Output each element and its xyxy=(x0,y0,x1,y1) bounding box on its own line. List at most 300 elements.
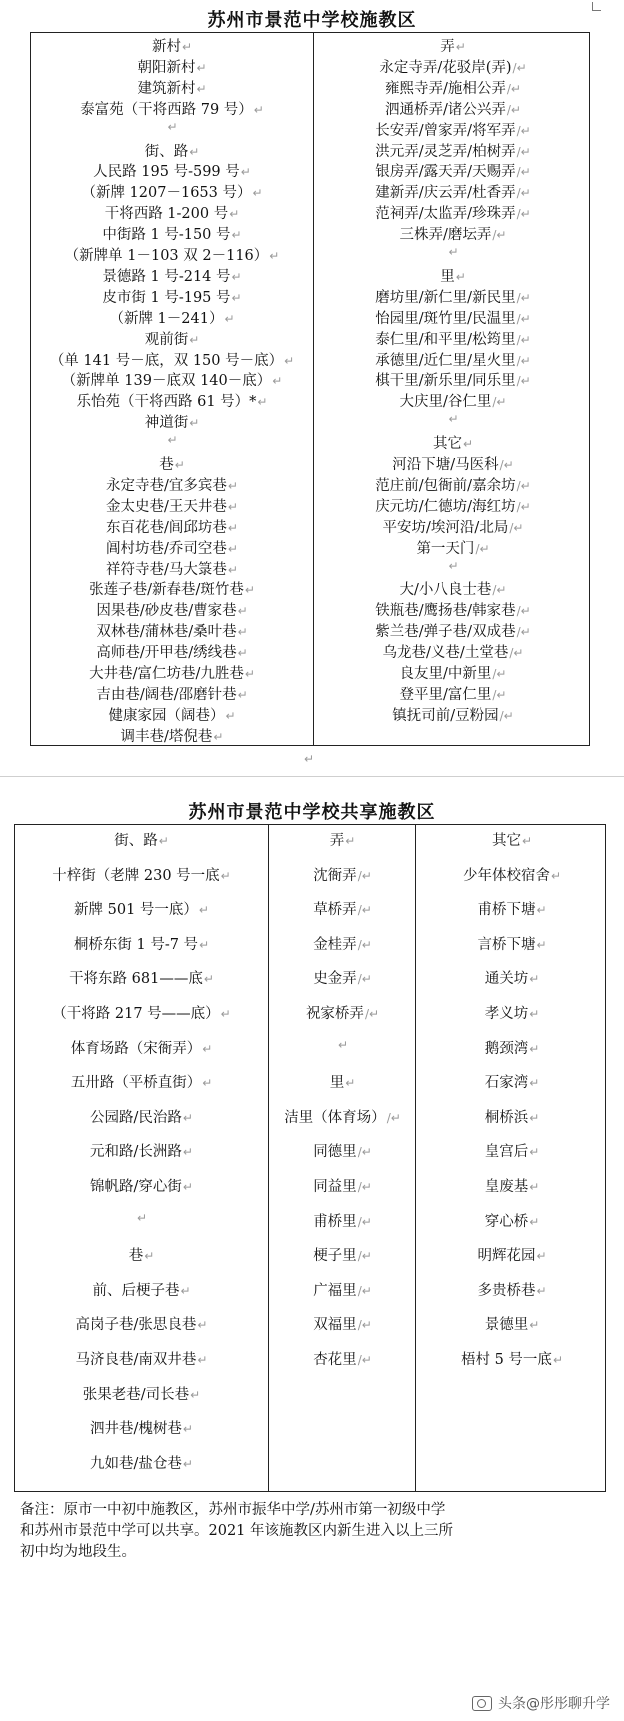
return-mark: ↵ xyxy=(244,667,255,681)
section-heading xyxy=(31,140,313,161)
item-text: 公园路/民治路 xyxy=(90,1109,182,1126)
return-mark: ↵ xyxy=(529,1007,540,1021)
return-mark: ↵ xyxy=(529,1214,540,1229)
item-text: 因果巷/砂皮巷/曹家巷 xyxy=(96,603,237,620)
item-text: 甫桥下塘 xyxy=(477,902,536,919)
return-mark: ↵ xyxy=(345,1076,356,1091)
return-mark: ↵ xyxy=(202,1041,213,1056)
list-item xyxy=(417,1210,607,1231)
return-mark: /↵ xyxy=(516,478,531,493)
list-item xyxy=(15,1002,268,1023)
item-text: 金太史巷/王天井巷 xyxy=(106,498,227,515)
return-mark: ↵ xyxy=(536,1249,547,1264)
item-text: 元和路/长洲路 xyxy=(90,1144,182,1161)
list-item xyxy=(417,1279,607,1300)
item-text: 新牌 501 号一底） xyxy=(74,902,198,919)
section-heading xyxy=(417,829,607,850)
item-text: 景德路 1 号-214 号 xyxy=(102,268,231,285)
list-item xyxy=(31,77,313,98)
return-mark: ↵ xyxy=(199,937,210,952)
note-line-3: 初中均为地段生。 xyxy=(20,1544,136,1560)
item-text: 大井巷/富仁坊巷/九胜巷 xyxy=(89,666,244,682)
item-text: 体育场路（宋衙弄） xyxy=(70,1040,202,1057)
list-item xyxy=(31,578,313,599)
list-item xyxy=(31,704,313,725)
item-text: 张莲子巷/新春巷/斑竹巷 xyxy=(89,582,244,599)
list-item xyxy=(15,1452,268,1473)
item-text: 泰仁里/和平里/松筠里 xyxy=(375,331,516,348)
item-text: 祝家桥弄 xyxy=(305,1006,364,1022)
return-mark: ↵ xyxy=(448,245,459,259)
list-item xyxy=(270,967,415,988)
list-item xyxy=(315,140,591,161)
list-item xyxy=(315,495,591,516)
list-item xyxy=(15,1175,268,1196)
list-item xyxy=(270,1175,415,1196)
item-text: 五卅路（平桥直街） xyxy=(70,1075,202,1092)
return-mark: /↵ xyxy=(492,687,507,702)
item-text: 干将西路 1-200 号 xyxy=(104,206,229,223)
return-mark: /↵ xyxy=(516,207,531,222)
list-item xyxy=(417,1140,607,1161)
return-mark: ↵ xyxy=(529,1180,540,1194)
item-text: 紫兰巷/弹子巷/双成巷 xyxy=(375,624,516,641)
section-heading xyxy=(15,1244,268,1265)
list-item xyxy=(270,898,415,919)
list-item xyxy=(31,56,313,77)
column-divider-2 xyxy=(415,825,416,1491)
item-text: 史金弄 xyxy=(313,971,357,988)
list-item xyxy=(315,537,591,558)
list-item xyxy=(15,1383,268,1404)
return-mark: ↵ xyxy=(197,1353,208,1367)
list-item xyxy=(270,1348,415,1369)
return-mark: ↵ xyxy=(455,40,466,54)
item-text: 观前街 xyxy=(144,331,189,348)
blank-line xyxy=(15,1210,268,1226)
return-mark: ↵ xyxy=(237,687,248,702)
return-mark: ↵ xyxy=(237,604,248,619)
note-line-1: 备注：原市一中初中施教区，苏州市振华中学/苏州市第一初级中学 xyxy=(20,1502,446,1518)
return-mark: /↵ xyxy=(357,1180,372,1194)
item-text: 建筑新村 xyxy=(137,80,196,97)
return-mark: ↵ xyxy=(257,395,268,410)
return-mark: /↵ xyxy=(499,458,514,472)
item-text: 干将东路 681——底 xyxy=(69,971,203,988)
return-mark: ↵ xyxy=(529,1041,540,1056)
return-mark: /↵ xyxy=(492,395,507,410)
return-mark: ↵ xyxy=(227,520,238,535)
return-mark: ↵ xyxy=(536,903,547,918)
table1-title: 苏州市景范中学校施教区 xyxy=(207,10,417,31)
item-text: 里 xyxy=(440,268,455,285)
list-item xyxy=(315,307,591,328)
return-mark: ↵ xyxy=(448,558,459,573)
return-mark: ↵ xyxy=(213,729,224,744)
list-item xyxy=(15,933,268,954)
return-mark: /↵ xyxy=(364,1007,380,1021)
list-item xyxy=(31,725,313,746)
return-mark: ↵ xyxy=(167,433,178,448)
list-item xyxy=(31,558,313,579)
return-mark: ↵ xyxy=(462,437,474,452)
list-item xyxy=(417,1106,607,1127)
return-mark: ↵ xyxy=(269,249,280,263)
list-item xyxy=(315,56,591,77)
return-mark: /↵ xyxy=(386,1110,401,1125)
item-text: 街、路 xyxy=(114,833,158,849)
list-item xyxy=(315,578,591,599)
return-mark: /↵ xyxy=(492,583,507,598)
return-mark: ↵ xyxy=(529,1318,540,1333)
item-text: （新牌 1207－1653 号） xyxy=(81,185,252,202)
item-text: 范祠弄/太监弄/珍珠弄 xyxy=(375,206,516,223)
list-item xyxy=(31,160,313,181)
list-item xyxy=(15,1313,268,1334)
list-item xyxy=(315,160,591,181)
return-mark: ↵ xyxy=(197,1318,208,1333)
return-mark: ↵ xyxy=(182,1110,193,1125)
blank-line xyxy=(31,432,313,448)
return-mark: /↵ xyxy=(357,1145,372,1160)
list-item xyxy=(31,244,313,265)
item-text: 吉由巷/阔巷/邵磨针巷 xyxy=(96,686,237,703)
return-mark: /↵ xyxy=(357,1214,372,1229)
item-text: 锦帆路/穿心街 xyxy=(90,1179,182,1195)
return-mark: ↵ xyxy=(237,625,248,640)
item-text: 银房弄/露天弄/天赐弄 xyxy=(375,164,516,181)
item-text: 皮市街 1 号-195 号 xyxy=(102,289,231,306)
section-heading xyxy=(270,1071,415,1092)
item-text: 洁里（体育场） xyxy=(284,1109,386,1126)
return-mark: /↵ xyxy=(509,520,524,535)
item-text: 乌龙巷/义巷/土堂巷 xyxy=(382,645,509,662)
list-item xyxy=(417,864,607,885)
item-text: 里 xyxy=(329,1075,345,1092)
item-text: 健康家园（阔巷） xyxy=(108,707,225,724)
return-mark: ↵ xyxy=(529,972,540,987)
item-text: 调丰巷/塔倪巷 xyxy=(120,728,213,745)
list-item xyxy=(31,286,313,307)
list-item xyxy=(417,967,607,988)
item-text: 棋干里/新乐里/同乐里 xyxy=(375,373,516,390)
return-mark: ↵ xyxy=(252,186,263,201)
return-mark: /↵ xyxy=(516,123,531,138)
list-item xyxy=(31,349,313,370)
return-mark: ↵ xyxy=(272,374,283,389)
item-text: 双福里 xyxy=(313,1317,357,1334)
return-mark: /↵ xyxy=(516,144,531,159)
list-item xyxy=(31,223,313,244)
return-mark: /↵ xyxy=(499,708,514,723)
list-item xyxy=(31,599,313,620)
return-mark: ↵ xyxy=(455,269,466,284)
item-text: 街、路 xyxy=(144,143,189,160)
item-text: 张果老巷/司长巷 xyxy=(82,1386,190,1403)
item-text: 承德里/近仁里/星火里 xyxy=(375,352,516,369)
note xyxy=(20,1500,610,1563)
return-mark: ↵ xyxy=(144,1249,155,1264)
list-item xyxy=(31,537,313,558)
page-break-line xyxy=(0,776,624,777)
list-item xyxy=(417,1002,607,1023)
return-mark: ↵ xyxy=(167,119,178,134)
list-item xyxy=(31,641,313,662)
list-item xyxy=(31,265,313,286)
return-mark: /↵ xyxy=(357,1249,372,1264)
list-item xyxy=(315,662,591,683)
item-text: 河沿下塘/马医科 xyxy=(392,457,499,473)
return-mark: ↵ xyxy=(182,1422,193,1437)
list-item xyxy=(315,286,591,307)
return-mark: ↵ xyxy=(345,834,356,848)
list-item xyxy=(31,307,313,328)
item-text: 中街路 1 号-150 号 xyxy=(102,227,231,244)
return-mark: /↵ xyxy=(516,604,531,619)
list-item xyxy=(315,98,591,119)
return-mark: ↵ xyxy=(158,834,169,848)
return-mark: /↵ xyxy=(509,646,524,661)
list-item xyxy=(315,516,591,537)
item-text: 巷 xyxy=(128,1248,144,1265)
item-text: 泗通桥弄/诸公兴弄 xyxy=(385,101,506,118)
return-mark: ↵ xyxy=(190,1387,201,1402)
item-text: 九如巷/盐仓巷 xyxy=(90,1455,182,1472)
list-item xyxy=(417,1071,607,1092)
return-mark: ↵ xyxy=(227,541,238,556)
return-mark: /↵ xyxy=(357,972,372,987)
section-heading xyxy=(31,453,313,474)
item-text: 景德里 xyxy=(484,1317,529,1334)
item-text: 磨坊里/新仁里/新民里 xyxy=(375,289,516,306)
return-mark: ↵ xyxy=(552,1353,563,1367)
item-text: 铁瓶巷/鹰扬巷/韩家巷 xyxy=(375,603,516,620)
item-text: （单 141 号－底，双 150 号－底） xyxy=(49,352,284,369)
item-text: 草桥弄 xyxy=(313,902,357,919)
list-item xyxy=(315,202,591,223)
list-item xyxy=(270,1002,415,1023)
return-mark: ↵ xyxy=(136,1210,148,1225)
return-mark: /↵ xyxy=(357,1353,372,1367)
list-item xyxy=(270,864,415,885)
list-item xyxy=(31,202,313,223)
list-item xyxy=(15,1279,268,1300)
section-heading xyxy=(15,829,268,850)
section-heading xyxy=(315,35,591,56)
return-mark: ↵ xyxy=(229,207,240,222)
return-mark: ↵ xyxy=(203,972,214,987)
list-item xyxy=(315,223,591,244)
item-text: 皇废基 xyxy=(484,1179,529,1195)
item-text: 明辉花园 xyxy=(477,1248,536,1265)
item-text: 人民路 195 号-599 号 xyxy=(93,164,240,181)
item-text: 雍熙寺弄/施相公弄 xyxy=(385,80,506,97)
item-text: 甫桥里 xyxy=(313,1213,357,1230)
return-mark: ↵ xyxy=(180,1283,191,1298)
list-item xyxy=(315,349,591,370)
return-mark: /↵ xyxy=(512,60,527,75)
item-text: 良友里/中新里 xyxy=(399,666,492,682)
section-heading xyxy=(315,265,591,286)
item-text: 建新弄/庆云弄/杜香弄 xyxy=(375,185,516,202)
section-heading xyxy=(31,35,313,56)
return-mark: ↵ xyxy=(521,834,533,848)
return-mark: ↵ xyxy=(253,102,264,117)
item-text: （新牌单 139－底双 140－底） xyxy=(61,373,272,390)
item-text: 神道街 xyxy=(144,415,189,432)
return-mark: ↵ xyxy=(182,1456,193,1471)
list-item xyxy=(31,390,313,411)
return-mark: ↵ xyxy=(182,1145,193,1160)
item-text: 同益里 xyxy=(313,1179,357,1195)
camera-icon xyxy=(472,1696,492,1711)
list-item xyxy=(15,1106,268,1127)
return-mark: ↵ xyxy=(227,562,238,577)
item-text: 朝阳新村 xyxy=(137,59,196,76)
return-mark: ↵ xyxy=(231,290,242,305)
item-text: 乐怡苑（干将西路 61 号）* xyxy=(76,394,257,411)
list-item xyxy=(31,328,313,349)
return-mark: /↵ xyxy=(357,1283,372,1298)
item-text: 多贵桥巷 xyxy=(477,1282,536,1299)
list-item xyxy=(15,1348,268,1369)
list-item xyxy=(417,898,607,919)
return-mark: ↵ xyxy=(244,583,255,598)
item-text: 泰富苑（干将西路 79 号） xyxy=(80,101,253,118)
item-text: 东百花巷/闾邱坊巷 xyxy=(106,519,227,536)
return-mark: ↵ xyxy=(220,868,231,883)
item-text: 穿心桥 xyxy=(484,1213,529,1230)
item-text: 马济良巷/南双井巷 xyxy=(75,1352,197,1368)
item-text: 鹅颈湾 xyxy=(484,1040,529,1057)
return-mark: /↵ xyxy=(492,667,507,681)
return-mark: ↵ xyxy=(529,1110,540,1125)
blank-line xyxy=(31,119,313,135)
return-mark: ↵ xyxy=(337,1037,349,1052)
list-item xyxy=(417,1175,607,1196)
list-item xyxy=(31,620,313,641)
list-item xyxy=(315,453,591,474)
list-item xyxy=(315,369,591,390)
item-text: 永定寺巷/宜多宾巷 xyxy=(106,477,227,494)
district-table xyxy=(30,32,590,746)
list-item xyxy=(15,898,268,919)
return-mark: /↵ xyxy=(506,81,521,96)
return-mark: /↵ xyxy=(357,868,372,883)
blank-line xyxy=(315,411,591,427)
list-item xyxy=(15,864,268,885)
item-text: 少年体校宿舍 xyxy=(462,867,550,884)
list-item xyxy=(315,599,591,620)
return-mark: ↵ xyxy=(224,311,235,326)
return-mark: /↵ xyxy=(506,102,521,117)
return-mark: ↵ xyxy=(182,1180,193,1194)
item-text: 范庄前/包衙前/嘉余坊 xyxy=(375,477,516,494)
return-mark: ↵ xyxy=(536,1283,547,1298)
return-mark: /↵ xyxy=(357,903,372,918)
column-divider-1 xyxy=(268,825,269,1491)
list-item xyxy=(270,1279,415,1300)
item-text: 泗井巷/槐树巷 xyxy=(90,1421,182,1438)
item-text: 沈衙弄 xyxy=(313,867,357,884)
return-mark: /↵ xyxy=(516,311,531,326)
item-text: 新村 xyxy=(151,39,181,55)
return-mark: /↵ xyxy=(492,228,507,243)
return-mark: ↵ xyxy=(529,1076,540,1091)
shared-district-table xyxy=(14,824,606,1492)
item-text: 同德里 xyxy=(313,1144,357,1161)
list-item xyxy=(417,1244,607,1265)
item-text: （干将路 217 号——底） xyxy=(52,1006,220,1022)
list-item xyxy=(31,474,313,495)
item-text: 桐桥浜 xyxy=(484,1109,529,1126)
item-text: 平安坊/埃河沿/北局 xyxy=(382,519,509,536)
item-text: 怡园里/斑竹里/民温里 xyxy=(375,310,516,327)
list-item xyxy=(31,662,313,683)
return-mark: ↵ xyxy=(550,868,562,883)
list-item xyxy=(270,1313,415,1334)
item-text: 镇抚司前/豆粉园 xyxy=(392,707,499,724)
item-text: 其它 xyxy=(432,436,462,453)
list-item xyxy=(315,704,591,725)
return-mark: /↵ xyxy=(516,186,531,201)
list-item xyxy=(315,77,591,98)
column-divider xyxy=(313,33,314,745)
section-heading xyxy=(315,432,591,453)
return-mark: /↵ xyxy=(357,1318,372,1333)
return-mark: ↵ xyxy=(227,499,238,514)
return-mark: ↵ xyxy=(189,332,200,347)
return-mark: /↵ xyxy=(357,937,372,952)
item-text: 十梓街（老牌 230 号一底 xyxy=(52,867,220,884)
item-text: 梧村 5 号一底 xyxy=(460,1352,552,1368)
item-text: 三株弄/磨坛弄 xyxy=(399,227,492,244)
return-mark: ↵ xyxy=(237,646,248,661)
list-item xyxy=(270,1244,415,1265)
return-mark: ↵ xyxy=(196,60,207,75)
item-text: 通关坊 xyxy=(484,971,529,988)
return-mark: ↵ xyxy=(202,1076,213,1091)
list-item xyxy=(15,1417,268,1438)
list-item xyxy=(31,495,313,516)
return-mark: /↵ xyxy=(516,290,531,305)
return-mark: ↵ xyxy=(220,1007,231,1021)
item-text: 庆元坊/仁德坊/海红坊 xyxy=(375,498,516,515)
return-mark: ↵ xyxy=(225,708,236,723)
return-mark: /↵ xyxy=(516,332,531,347)
item-text: （新牌 1－241） xyxy=(109,310,224,327)
list-item xyxy=(270,1140,415,1161)
item-text: 言桥下塘 xyxy=(477,936,536,953)
list-item xyxy=(270,933,415,954)
item-text: 大庆里/谷仁里 xyxy=(399,394,492,411)
return-mark: ↵ xyxy=(196,81,207,96)
item-text: 巷 xyxy=(159,457,174,473)
list-item xyxy=(417,933,607,954)
return-mark: /↵ xyxy=(516,165,531,180)
item-text: 双林巷/蒲林巷/桑叶巷 xyxy=(96,624,237,641)
item-text: 祥符寺巷/马大箓巷 xyxy=(106,561,227,578)
return-mark: ↵ xyxy=(174,458,185,472)
list-item xyxy=(315,474,591,495)
list-item xyxy=(31,369,313,390)
list-item xyxy=(417,1313,607,1334)
return-mark: /↵ xyxy=(516,374,531,389)
item-text: 大/小八良士巷 xyxy=(399,582,492,599)
item-text: 永定寺弄/花驳岸(弄) xyxy=(379,59,512,76)
return-mark: /↵ xyxy=(475,541,490,556)
list-item xyxy=(15,1037,268,1058)
